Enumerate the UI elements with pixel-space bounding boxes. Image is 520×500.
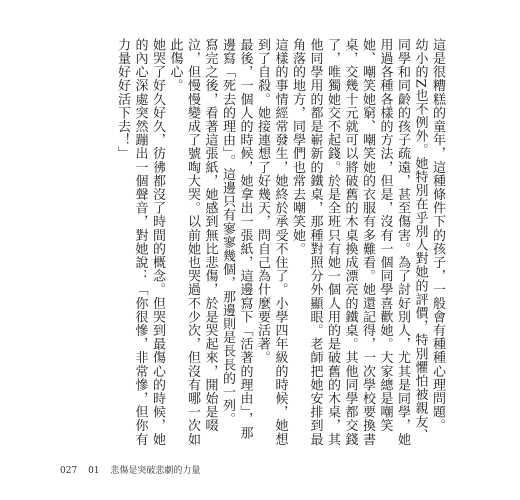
paragraph-6: 她哭了好久好久，彷彿都沒了時間的概念。但哭到最傷心的時候，她的內心深處突然蹦出一個聲音，對她說：「你很慘，非常慘，但你有力量好好活下去！」 (115, 38, 165, 446)
chapter-title: 悲傷是突破悲劇的力量 (110, 466, 201, 476)
paragraph-2: 幼小的Z也不例外。她特別在乎別人對她的評價，特別懼怕被親友、同學和同齡的孩子疏遠，甚至傷害。為了討好別人，尤其是同學，她用過各種各樣的方法，但是，沒有一個同學喜歡她。大家總是嘲笑她、嘲笑她窮、嘲笑她的衣服有多難看。她還記得，一次學校要換書桌，交幾十元就可以將破舊的木桌換成漂亮的鐵桌。其他同學都交錢了，唯獨她交不起錢。於是全班只有她一個人用的是破舊的木桌，其他同學用的都是嶄新的鐵桌，那種對照分外顯眼。老師把她安排到最角落的地方，同學們也常去嘲笑她。 (290, 38, 428, 446)
page-number: 027 (60, 466, 78, 476)
paragraph-5: 寫完之後，看著這張紙，她感到無比悲傷，於是哭起來，開始是啜泣，但慢慢變成了號啕大哭。以前她也哭過不少次，但沒有哪一次如此傷心。 (167, 38, 218, 446)
page-footer (60, 463, 208, 476)
paragraph-1: 這是很糟糕的童年，這種條件下的孩子，一般會有種種心理問題。 (430, 38, 445, 433)
paragraph-4: 最後，一個人的時候，她拿出一張紙，這邊寫下「活著的理由」，那邊寫「死去的理由」。這邊只有寥寥幾個，那邊則是長長的一列。 (220, 38, 253, 440)
paragraph-3: 這樣的事情經常發生，她終於承受不住了。小學四年級的時候，她想到了自殺。她接連想了好幾天，問自己為什麼要活著。 (255, 38, 288, 446)
chapter-number: 01 (88, 466, 100, 476)
body-text (114, 38, 447, 446)
